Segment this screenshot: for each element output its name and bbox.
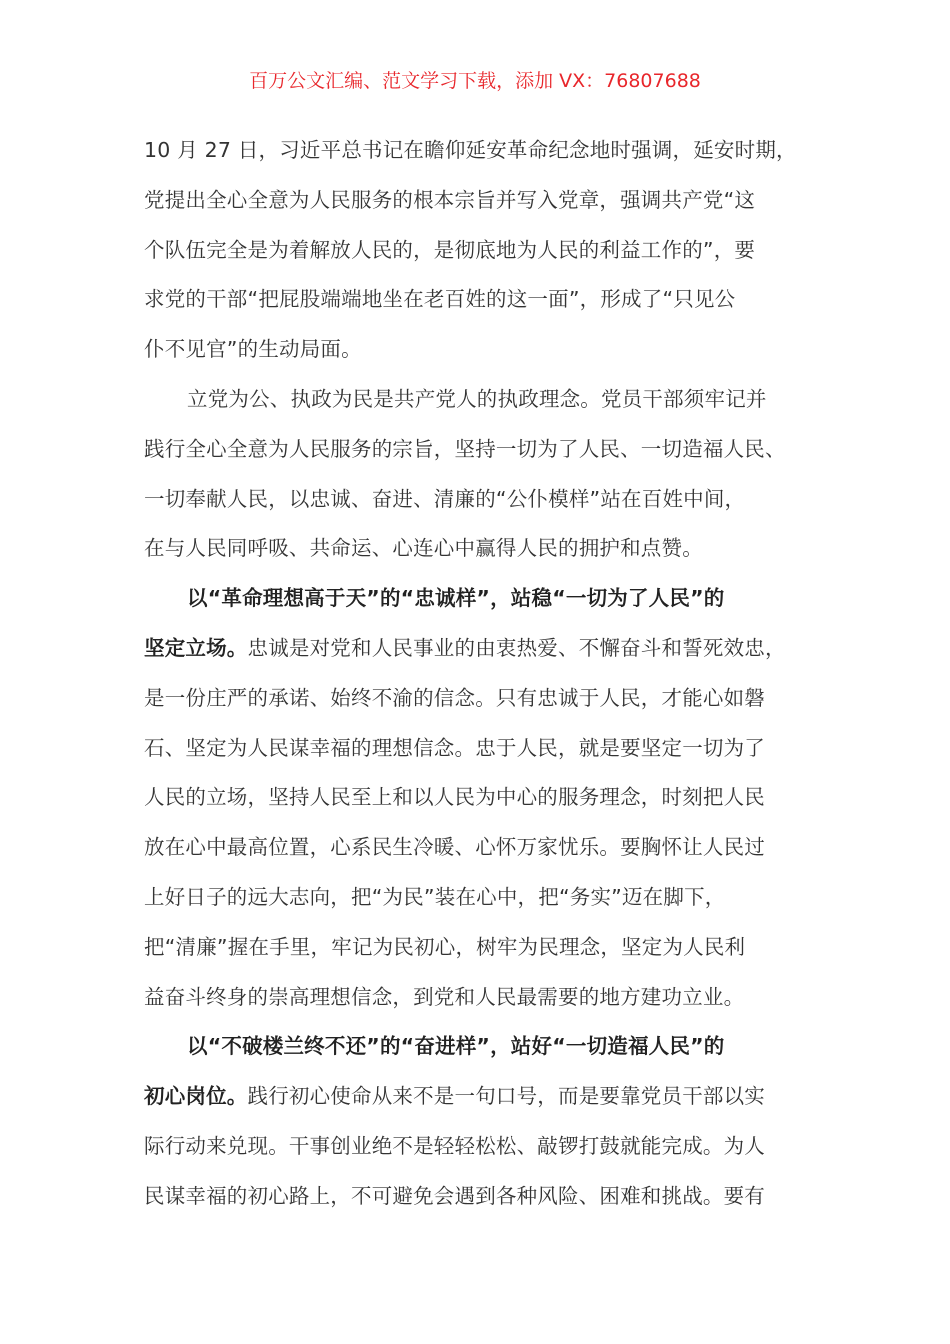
text-line <box>144 187 824 237</box>
line-text: 石、坚定为人民谋幸福的理想信念。忠于人民，就是要坚定一切为了 <box>144 735 765 760</box>
line-text: 仆不见官”的生动局面。 <box>144 337 362 362</box>
text-line <box>144 1133 824 1183</box>
bold-heading-text: 以“不破楼兰终不还”的“奋进样”，站好“一切造福人民”的 <box>187 1034 725 1059</box>
line-text: 益奋斗终身的崇高理想信念，到党和人民最需要的地方建功立业。 <box>144 984 745 1009</box>
line-text: 际行动来兑现。干事创业绝不是轻轻松松、敲锣打鼓就能完成。为人 <box>144 1133 765 1158</box>
bold-heading-text: 以“革命理想高于天”的“忠诚样”，站稳“一切为了人民”的 <box>187 586 725 611</box>
text-line <box>144 386 824 436</box>
text-line <box>144 884 824 934</box>
line-text: 上好日子的远大志向，把“为民”装在心中，把“务实”迈在脚下， <box>144 884 726 909</box>
text-line <box>144 585 824 635</box>
line-text: 践行初心使命从来不是一句口号，而是要靠党员干部以实 <box>247 1084 765 1109</box>
bold-heading-text: 初心岗位。 <box>144 1084 248 1109</box>
text-line <box>144 1083 824 1133</box>
line-text: 人民的立场，坚持人民至上和以人民为中心的服务理念，时刻把人民 <box>144 785 765 810</box>
line-text: 是一份庄严的承诺、始终不渝的信念。只有忠诚于人民，才能心如磐 <box>144 685 765 710</box>
line-text: 在与人民同呼吸、共命运、心连心中赢得人民的拥护和点赞。 <box>144 536 703 561</box>
text-line <box>144 535 824 585</box>
text-line <box>144 1033 824 1083</box>
text-line <box>144 934 824 984</box>
text-line <box>144 834 824 884</box>
line-text: 一切奉献人民，以忠诚、奋进、清廉的“公仆模样”站在百姓中间， <box>144 486 746 511</box>
text-line <box>144 635 824 685</box>
line-text: 求党的干部“把屁股端端地坐在老百姓的这一面”，形成了“只见公 <box>144 287 736 312</box>
text-line <box>144 436 824 486</box>
line-text: 践行全心全意为人民服务的宗旨，坚持一切为了人民、一切造福人民、 <box>144 436 786 461</box>
line-text: 忠诚是对党和人民事业的由衷热爱、不懈奋斗和誓死效忠， <box>247 635 786 660</box>
text-line <box>144 685 824 735</box>
text-line <box>144 237 824 287</box>
line-text: 党提出全心全意为人民服务的根本宗旨并写入党章，强调共产党“这 <box>144 187 756 212</box>
text-line <box>144 784 824 834</box>
text-line <box>144 137 824 187</box>
line-text: 放在心中最高位置，心系民生冷暖、心怀万家忧乐。要胸怀让人民过 <box>144 835 765 860</box>
text-line <box>144 336 824 386</box>
line-text: 个队伍完全是为着解放人民的，是彻底地为人民的利益工作的”，要 <box>144 237 756 262</box>
line-text: 民谋幸福的初心路上，不可避免会遇到各种风险、困难和挑战。要有 <box>144 1183 765 1208</box>
line-text: 立党为公、执政为民是共产党人的执政理念。党员干部须牢记并 <box>187 386 767 411</box>
line-text: 把“清廉”握在手里，牢记为民初心，树牢为民理念，坚定为人民利 <box>144 934 746 959</box>
text-line <box>144 1183 824 1233</box>
document-body <box>144 137 824 1233</box>
bold-heading-text: 坚定立场。 <box>144 635 248 660</box>
watermark-header: 百万公文汇编、范文学习下载，添加 VX：76807688 <box>249 70 701 92</box>
text-line <box>144 486 824 536</box>
text-line <box>144 984 824 1034</box>
text-line <box>144 286 824 336</box>
line-text: 10 月 27 日，习近平总书记在瞻仰延安革命纪念地时强调，延安时期， <box>144 138 797 162</box>
text-line <box>144 735 824 785</box>
